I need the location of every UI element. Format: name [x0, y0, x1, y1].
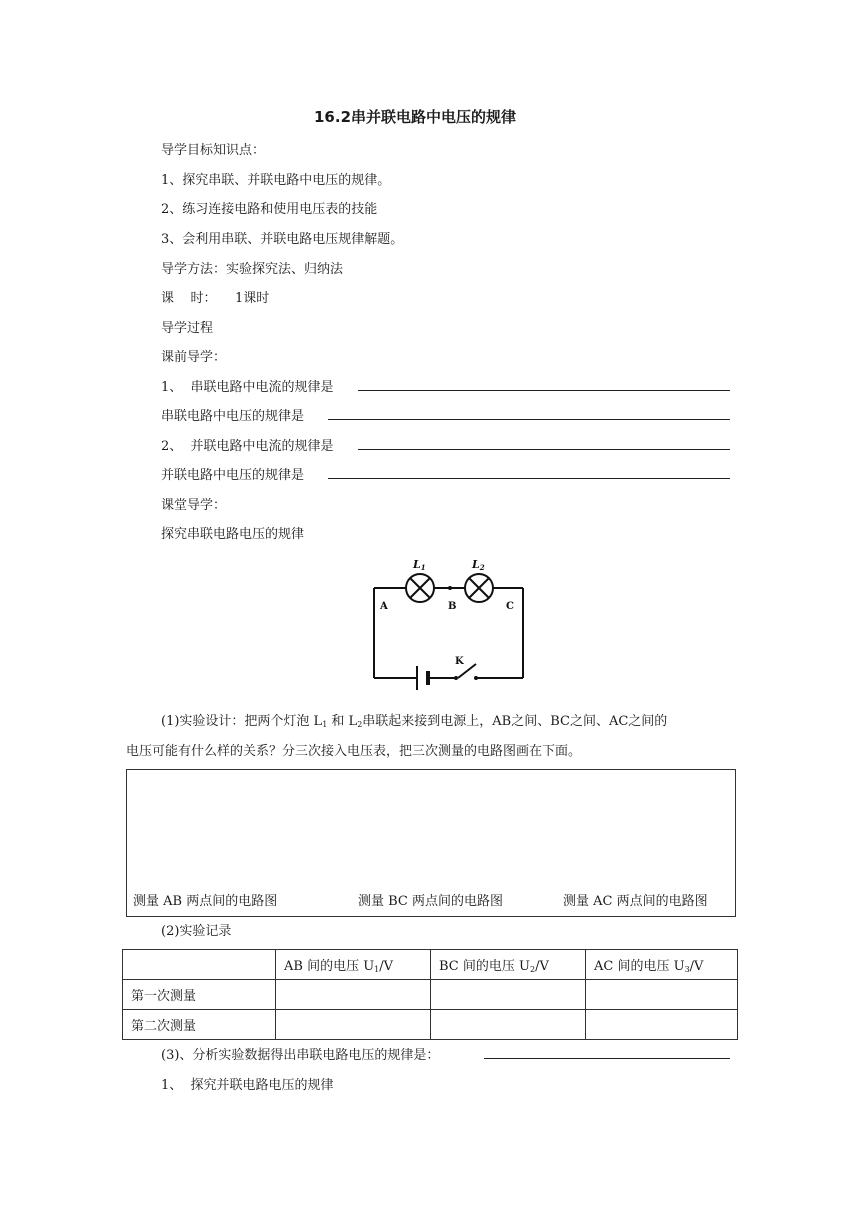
answer-blank[interactable] — [358, 449, 730, 450]
svg-text:L2 — [471, 558, 485, 572]
objective-item: 3、会利用串联、并联电路电压规律解题。 — [161, 232, 404, 247]
header-bc: BC 间的电压 $U_2/V$ — [431, 950, 586, 980]
period-value: 1课时 — [235, 291, 270, 306]
answer-blank[interactable] — [484, 1058, 730, 1059]
header-empty-cell — [123, 950, 276, 980]
pre-class-question: 并联电路中电压的规律是 — [161, 468, 305, 483]
pre-class-question: 串联电路中电压的规律是 — [161, 409, 305, 424]
objectives-heading: 导学目标知识点： — [161, 143, 266, 158]
lamp-l1-sub: 1 — [420, 563, 426, 572]
pre-class-question: 2、 并联电路中电流的规律是 — [161, 439, 334, 454]
switch-k-label: K — [455, 656, 464, 667]
table-cell[interactable] — [276, 1010, 431, 1040]
series-explore-heading: 探究串联电路电压的规律 — [161, 527, 305, 542]
table-row — [123, 1010, 738, 1040]
row-label: 第一次测量 — [123, 980, 276, 1010]
junction-point — [448, 586, 452, 590]
record-heading: (2)实验记录 — [161, 924, 232, 939]
table-cell[interactable] — [431, 980, 586, 1010]
battery-icon — [417, 666, 428, 690]
ac-diagram-caption: 测量 AC 两点间的电路图 — [563, 894, 708, 909]
method-text: 导学方法：实验探究法、归纳法 — [161, 262, 344, 277]
pre-class-heading: 课前导学： — [161, 350, 227, 365]
objective-item: 2、练习连接电路和使用电压表的技能 — [161, 202, 378, 217]
design-paragraph-line1: (1)实验设计：把两个灯泡 $L_1$ 和 $L_2$串联起来接到电源上，AB之间、BC之间、AC之间的 — [161, 714, 668, 729]
objective-item: 1、探究串联、并联电路中电压的规律。 — [161, 173, 391, 188]
point-b-label: B — [448, 601, 457, 612]
page-title: 16.2串并联电路中电压的规律 — [314, 108, 517, 126]
lamp-l2-label: L — [472, 558, 480, 571]
table-header-row — [123, 950, 738, 980]
parallel-explore-heading: 1、 探究并联电路电压的规律 — [161, 1078, 334, 1093]
answer-blank[interactable] — [328, 419, 730, 420]
period-label: 课 时： — [161, 291, 217, 306]
in-class-heading: 课堂导学： — [161, 498, 227, 513]
table-row — [123, 980, 738, 1010]
pre-class-question: 1、 串联电路中电流的规律是 — [161, 380, 334, 395]
lamp-l2-sub: 2 — [479, 563, 485, 572]
process-heading: 导学过程 — [161, 321, 214, 336]
lamp-l2-icon — [465, 574, 493, 602]
row-label: 第二次测量 — [123, 1010, 276, 1040]
header-ab: AB 间的电压 $U_1/V$ — [276, 950, 431, 980]
point-c-label: C — [506, 601, 514, 612]
svg-text:L1 — [412, 558, 426, 572]
table-cell[interactable] — [586, 980, 738, 1010]
table-cell[interactable] — [276, 980, 431, 1010]
series-circuit-diagram — [360, 553, 530, 695]
junction-point — [454, 676, 458, 680]
analysis-text: (3)、分析实验数据得出串联电路电压的规律是： — [161, 1048, 440, 1063]
lamp-l1-icon — [406, 574, 434, 602]
lamp-l1-label: L — [413, 558, 421, 571]
junction-point — [474, 676, 478, 680]
answer-blank[interactable] — [358, 390, 730, 391]
answer-blank[interactable] — [328, 478, 730, 479]
header-ac: AC 间的电压 $U_3/V$ — [586, 950, 738, 980]
record-table — [122, 949, 738, 1040]
table-cell[interactable] — [586, 1010, 738, 1040]
bc-diagram-caption: 测量 BC 两点间的电路图 — [358, 894, 504, 909]
table-cell[interactable] — [431, 1010, 586, 1040]
ab-diagram-caption: 测量 AB 两点间的电路图 — [133, 894, 278, 909]
design-paragraph-line2: 电压可能有什么样的关系？分三次接入电压表，把三次测量的电路图画在下面。 — [126, 744, 582, 759]
point-a-label: A — [380, 601, 388, 612]
